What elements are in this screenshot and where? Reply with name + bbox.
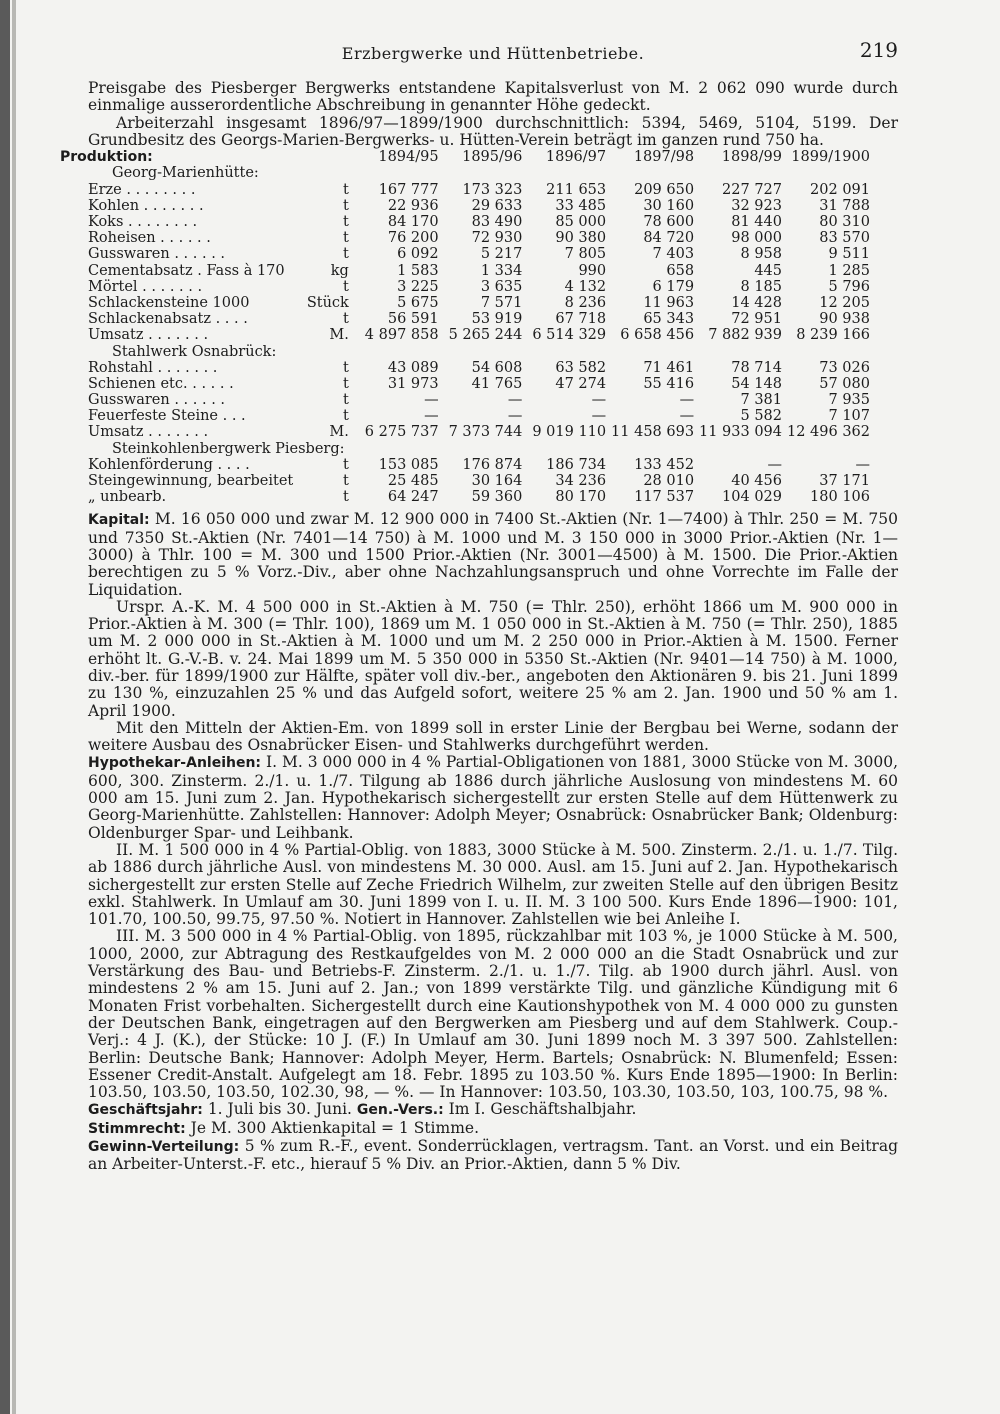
production-value: 84 720 xyxy=(643,230,695,247)
production-value: 80 310 xyxy=(819,214,870,231)
production-value: 186 734 xyxy=(546,456,607,473)
hypothek-text-2: II. M. 1 500 000 in 4 % Partial-Oblig. von 1883, 3000 Stücke à M. 500. Zinsterm. 2./1. u. 1./7. Tilg. ab 1886 durch jährliche Ausl. von mindestens M. 30 000. Ausl. am 15. Juni auf 2. Jan. Hypothekarisch sichergestellt zur ersten Stelle auf Zeche Friedrich Wilhelm, zur zweiten Stelle auf den übrigen Besitz exkl. Stahlwerk. In Umlauf am 30. Juni 1899 von I. u. II. M. 3 100 500. Kurs Ende 1896—1900: 101, 101.70, 100.50, 99.75, 97.50 %. Notiert in Hannover. Zahlstellen wie bei Anleihe I. xyxy=(88,840,898,929)
production-value: 209 650 xyxy=(634,181,695,198)
production-row xyxy=(60,360,870,376)
production-row xyxy=(60,424,870,440)
production-row xyxy=(60,230,870,246)
production-value: 117 537 xyxy=(634,489,695,506)
production-value: 14 428 xyxy=(731,294,782,311)
production-item-unit: kg xyxy=(330,262,349,279)
geschaeftsjahr-line xyxy=(88,1101,898,1119)
document-page xyxy=(60,38,898,1174)
production-value: 72 951 xyxy=(731,311,782,328)
intro-paragraph: Preisgabe des Piesberger Bergwerks entstandene Kapitalsverlust von M. 2 062 090 wurde durch einmalige ausserordentliche Abschreibung in genannter Höhe gedeckt. xyxy=(88,79,898,115)
production-value: 25 485 xyxy=(387,473,439,490)
production-value: 1 583 xyxy=(397,262,439,279)
production-item-label: „ unbearb. xyxy=(88,489,167,506)
production-value: 133 452 xyxy=(634,456,695,473)
kapital-label: Kapital: xyxy=(88,512,150,529)
production-value: 445 xyxy=(754,262,782,279)
stimmrecht-text: Je M. 300 Aktienkapital = 1 Stimme. xyxy=(190,1118,480,1137)
production-item-label: Steingewinnung, bearbeitet xyxy=(88,473,294,490)
production-row xyxy=(60,473,870,489)
book-binding-shadow xyxy=(0,0,10,1414)
geschaeftsjahr-label: Geschäftsjahr: xyxy=(88,1102,203,1119)
production-value: 71 461 xyxy=(643,359,695,376)
production-group-row xyxy=(60,441,870,457)
production-value: 81 440 xyxy=(731,214,782,231)
running-head-title: Erzbergwerke und Hüttenbetriebe. xyxy=(341,44,645,63)
production-value: 90 938 xyxy=(819,311,870,328)
production-item-unit: t xyxy=(343,230,349,247)
production-value: 54 148 xyxy=(731,375,782,392)
production-value: 84 170 xyxy=(387,214,439,231)
production-value: 57 080 xyxy=(819,375,870,392)
production-value: 40 456 xyxy=(731,473,782,490)
production-item-unit: t xyxy=(343,408,349,425)
production-value: 78 600 xyxy=(643,214,695,231)
hypothek-text-1: I. M. 3 000 000 in 4 % Partial-Obligationen von 1881, 3000 Stücke von M. 3000, 600, 300. Zinsterm. 2./1. u. 1./7. Tilgung ab 1886 durch jährliche Auslosung von mindestens M. 60 000 am 15. Juni zum 2. Jan. Hypothekarisch sichergestellt zur ersten Stelle auf dem Hüttenwerk zu Georg-Marienhütte. Zahlstellen: Hannover: Adolph Meyer; Osnabrück: Osnabrücker Bank; Oldenburg: Oldenburger Spar- und Leihbank. xyxy=(88,753,898,842)
production-value: 28 010 xyxy=(643,473,695,490)
production-item-unit: t xyxy=(343,214,349,231)
production-value: 11 458 693 xyxy=(611,424,695,441)
production-value: 11 933 094 xyxy=(698,424,782,441)
production-value: 6 275 737 xyxy=(364,424,439,441)
production-item-label: Rohstahl . . . . . . . xyxy=(88,359,218,376)
production-group-name: Steinkohlenbergwerk Piesberg: xyxy=(112,440,345,457)
production-label: Produktion: xyxy=(60,149,153,166)
production-row xyxy=(60,327,870,343)
production-item-unit: t xyxy=(343,489,349,506)
geschaeftsjahr-text: 1. Juli bis 30. Juni. xyxy=(207,1100,352,1119)
page-edge xyxy=(12,0,16,1414)
production-group-row xyxy=(60,343,870,359)
year-header: 1895/96 xyxy=(462,149,523,166)
production-value: 72 930 xyxy=(471,230,523,247)
production-value: 6 658 456 xyxy=(620,327,695,344)
running-head xyxy=(88,38,898,80)
production-value: 180 106 xyxy=(810,489,870,506)
production-value: 9 511 xyxy=(828,246,870,263)
stimmrecht-label: Stimmrecht: xyxy=(88,1120,186,1137)
production-value: — xyxy=(591,408,607,425)
production-item-unit: M. xyxy=(329,327,349,344)
production-value: 202 091 xyxy=(810,181,870,198)
production-value: 173 323 xyxy=(462,181,523,198)
production-value: 176 874 xyxy=(462,456,523,473)
production-value: 3 635 xyxy=(480,278,523,295)
production-item-unit: t xyxy=(343,392,349,409)
production-row xyxy=(60,214,870,230)
production-item-label: Schienen etc. . . . . . xyxy=(88,375,234,392)
production-value: 53 919 xyxy=(471,311,523,328)
production-value: 5 217 xyxy=(480,246,523,263)
production-value: — xyxy=(507,392,523,409)
production-row xyxy=(60,182,870,198)
production-row xyxy=(60,198,870,214)
gewinn-label: Gewinn-Verteilung: xyxy=(88,1139,240,1155)
production-item-label: Umsatz . . . . . . . xyxy=(88,327,209,344)
production-value: 7 403 xyxy=(652,246,695,263)
production-value: 41 765 xyxy=(471,375,523,392)
production-item-label: Erze . . . . . . . . xyxy=(88,181,196,198)
production-value: 83 570 xyxy=(819,230,870,247)
production-item-unit: t xyxy=(343,246,349,263)
year-header: 1899/1900 xyxy=(791,149,870,166)
production-value: 12 496 362 xyxy=(786,424,870,441)
production-value: — xyxy=(679,408,695,425)
production-value: 12 205 xyxy=(819,294,870,311)
production-value: — xyxy=(424,408,439,425)
production-value: — xyxy=(767,456,782,473)
production-item-label: Gusswaren . . . . . . xyxy=(88,246,226,263)
production-value: — xyxy=(507,408,523,425)
production-value: 9 019 110 xyxy=(532,424,607,441)
production-value: 33 485 xyxy=(555,197,607,214)
production-value: 4 132 xyxy=(564,278,607,295)
production-value: 43 089 xyxy=(387,359,439,376)
production-item-label: Kohlenförderung . . . . xyxy=(88,456,250,473)
kapital-history: Urspr. A.-K. M. 4 500 000 in St.-Aktien à M. 750 (= Thlr. 250), erhöht 1866 um M. 900 000 in Prior.-Aktien à M. 300 (= Thlr. 100), 1869 um M. 1 050 000 in St.-Aktien à M. 750 (= Thlr. 250), 1885 um M. 2 000 000 in St.-Aktien à M. 1000 und um M. 2 250 000 in Prior.-Aktien à M. 1500. Ferner erhöht lt. G.-V.-B. v. 24. Mai 1899 um M. 5 350 000 in 5350 St.-Aktien (Nr. 9401—14 750) à M. 1000, div.-ber. für 1899/1900 zur Hälfte, später voll div.-ber., angeboten den Aktionären 9. bis 21. Juni 1899 zu 130 %, einzuzahlen 25 % und das Aufgeld sofort, weitere 25 % am 2. Jan. 1900 und 50 % am 1. April 1900. xyxy=(88,597,898,720)
production-value: 47 274 xyxy=(555,375,607,392)
production-item-label: Umsatz . . . . . . . xyxy=(88,424,209,441)
gewinn-text: 5 % zum R.-F., event. Sonderrücklagen, vertragsm. Tant. an Vorst. und ein Beitrag an Arbeiter-Unterst.-F. etc., hierauf 5 % Div. an Prior.-Aktien, dann 5 % Div. xyxy=(88,1137,898,1174)
production-value: 29 633 xyxy=(471,197,523,214)
production-item-label: Schlackenabsatz . . . . xyxy=(88,311,248,328)
production-value: 80 170 xyxy=(555,489,607,506)
year-header: 1896/97 xyxy=(545,149,607,166)
production-row xyxy=(60,263,870,279)
production-value: 6 514 329 xyxy=(532,327,607,344)
production-value: 1 334 xyxy=(480,262,523,279)
production-value: 7 935 xyxy=(828,392,870,409)
production-item-label: Koks . . . . . . . . xyxy=(88,214,198,231)
production-row xyxy=(60,489,870,505)
production-value: 31 788 xyxy=(819,197,870,214)
hypothek-text-3: III. M. 3 500 000 in 4 % Partial-Oblig. von 1895, rückzahlbar mit 103 %, je 1000 Stücke à M. 500, 1000, 2000, zur Abtragung des Restkaufgeldes von M. 2 000 000 an die Stadt Osnabrück und zur Verstärkung des Bau- und Betriebs-F. Zinsterm. 2./1. u. 1./7. Tilg. ab 1900 durch jährl. Ausl. von mindestens 2 % am 15. Juni auf 2. Jan.; von 1899 verstärkte Tilg. und gänzliche Kündigung mit 6 Monaten Frist vorbehalten. Sichergestellt durch eine Kautionshypothek von M. 4 000 000 zu gunsten der Deutschen Bank, eingetragen auf den Bergwerken am Piesberg und auf dem Stahlwerk. Coup.-Verj.: 4 J. (K.), der Stücke: 10 J. (F.) In Umlauf am 30. Juni 1899 noch M. 3 397 500. Zahlstellen: Berlin: Deutsche Bank; Hannover: Adolph Meyer, Herm. Bartels; Osnabrück: N. Blumenfeld; Essen: Essener Credit-Anstalt. Aufgelegt am 18. Febr. 1895 zu 103.50 %. Kurs Ende 1895—1900: In Berlin: 103.50, 103.50, 103.50, 102.30, 98, — %. — In Hannover: 103.50, 103.30, 103.50, 103, 100.75, 98 %. xyxy=(88,927,898,1102)
production-value: 76 200 xyxy=(387,230,439,247)
production-value: 11 963 xyxy=(643,294,695,311)
production-row xyxy=(60,279,870,295)
production-value: 7 107 xyxy=(828,408,870,425)
year-header: 1897/98 xyxy=(633,149,695,166)
production-item-label: Feuerfeste Steine . . . xyxy=(88,408,246,425)
production-row xyxy=(60,457,870,473)
production-item-unit: t xyxy=(343,456,349,473)
production-value: 7 882 939 xyxy=(708,327,782,344)
hypothek-label: Hypothekar-Anleihen: xyxy=(88,755,262,772)
gewinn-line xyxy=(88,1138,898,1174)
production-value: 227 727 xyxy=(722,181,782,198)
production-value: 90 380 xyxy=(555,230,607,247)
production-value: — xyxy=(855,456,870,473)
kapital-purpose: Mit den Mitteln der Aktien-Em. von 1899 soll in erster Linie der Bergbau bei Werne, sodann der weitere Ausbau des Osnabrücker Eisen- und Stahlwerks durchgeführt werden. xyxy=(88,718,898,755)
production-value: — xyxy=(424,392,439,409)
production-value: 56 591 xyxy=(387,311,439,328)
production-table xyxy=(60,149,870,505)
kapital-paragraph xyxy=(88,511,898,598)
production-value: 7 373 744 xyxy=(448,424,523,441)
stimmrecht-line xyxy=(88,1120,898,1138)
production-value: 67 718 xyxy=(555,311,607,328)
production-value: 78 714 xyxy=(731,359,782,376)
production-value: 31 973 xyxy=(387,375,439,392)
production-value: 30 164 xyxy=(471,473,523,490)
production-value: 7 381 xyxy=(740,392,782,409)
production-value: 5 265 244 xyxy=(448,327,523,344)
production-item-unit: t xyxy=(343,197,349,214)
gen-vers-text: Im I. Geschäftshalbjahr. xyxy=(448,1100,637,1119)
workforce-paragraph: Arbeiterzahl insgesamt 1896/97—1899/1900 durchschnittlich: 5394, 5469, 5104, 5199. Der Grundbesitz des Georgs-Marien-Bergwerks- u. Hütten-Verein beträgt im ganzen rund 750 ha. xyxy=(88,113,898,149)
production-value: 8 958 xyxy=(740,246,782,263)
production-value: 5 675 xyxy=(397,294,439,311)
production-item-label: Cementabsatz . Fass à 170 xyxy=(88,262,285,279)
production-row xyxy=(60,246,870,262)
production-value: 59 360 xyxy=(471,489,523,506)
year-header: 1898/99 xyxy=(721,149,782,166)
production-value: 4 897 858 xyxy=(364,327,439,344)
kapital-text: M. 16 050 000 und zwar M. 12 900 000 in 7400 St.-Aktien (Nr. 1—7400) à Thlr. 250 = M. 750 und 7350 St.-Aktien (Nr. 7401—14 750) à M. 1000 und M. 3 150 000 in 3000 Prior.-Aktien (Nr. 1—3000) à Thlr. 100 = M. 300 und 1500 Prior.-Aktien (Nr. 3001—4500) à M. 1500. Die Prior.-Aktien berechtigen zu 5 % Vorz.-Div., aber ohne Nachzahlungsanspruch und ohne Vorrechte im Falle der Liquidation. xyxy=(88,510,898,599)
production-row xyxy=(60,311,870,327)
production-item-label: Kohlen . . . . . . . xyxy=(88,197,204,214)
production-value: — xyxy=(679,392,695,409)
production-value: — xyxy=(591,392,607,409)
production-item-unit: Stück xyxy=(306,294,349,311)
production-value: 5 796 xyxy=(828,278,870,295)
production-value: 22 936 xyxy=(387,197,439,214)
production-value: 54 608 xyxy=(471,359,523,376)
unit-header xyxy=(307,149,355,165)
production-value: 211 653 xyxy=(546,181,607,198)
production-header-row xyxy=(60,149,870,165)
production-item-unit: t xyxy=(343,359,349,376)
production-value: 83 490 xyxy=(471,214,523,231)
production-item-unit: t xyxy=(343,278,349,295)
production-group-name: Stahlwerk Osnabrück: xyxy=(112,343,277,360)
production-item-unit: t xyxy=(343,311,349,328)
production-value: 37 171 xyxy=(819,473,870,490)
production-item-label: Schlackensteine 1000 xyxy=(88,294,250,311)
production-group-row xyxy=(60,165,870,181)
production-value: 658 xyxy=(666,262,695,279)
production-value: 153 085 xyxy=(378,456,439,473)
production-value: 6 179 xyxy=(652,278,695,295)
production-item-label: Roheisen . . . . . . xyxy=(88,230,211,247)
production-value: 7 571 xyxy=(480,294,523,311)
production-group-name: Georg-Marienhütte: xyxy=(112,165,259,182)
production-row xyxy=(60,392,870,408)
production-item-label: Mörtel . . . . . . . xyxy=(88,278,203,295)
production-value: 1 285 xyxy=(828,262,870,279)
gen-vers-label: Gen.-Vers.: xyxy=(356,1102,444,1119)
production-value: 30 160 xyxy=(643,197,695,214)
production-value: 8 185 xyxy=(740,278,782,295)
production-value: 34 236 xyxy=(555,473,607,490)
production-value: 7 805 xyxy=(564,246,607,263)
production-item-unit: t xyxy=(343,375,349,392)
production-value: 990 xyxy=(578,262,607,279)
production-value: 6 092 xyxy=(397,246,439,263)
production-value: 8 236 xyxy=(564,294,607,311)
production-row xyxy=(60,376,870,392)
production-item-unit: t xyxy=(343,181,349,198)
production-value: 98 000 xyxy=(731,230,782,247)
production-value: 5 582 xyxy=(740,408,782,425)
production-row xyxy=(60,408,870,424)
production-value: 85 000 xyxy=(555,214,607,231)
production-value: 8 239 166 xyxy=(796,327,870,344)
production-value: 3 225 xyxy=(397,278,439,295)
production-value: 55 416 xyxy=(643,375,695,392)
production-value: 65 343 xyxy=(643,311,695,328)
production-value: 63 582 xyxy=(555,359,607,376)
production-value: 64 247 xyxy=(387,489,439,506)
production-value: 73 026 xyxy=(819,359,870,376)
hypothek-paragraph xyxy=(88,754,898,841)
year-header: 1894/95 xyxy=(378,149,439,166)
production-row xyxy=(60,295,870,311)
production-item-unit: t xyxy=(343,473,349,490)
production-value: 32 923 xyxy=(731,197,782,214)
production-value: 167 777 xyxy=(378,181,439,198)
production-item-unit: M. xyxy=(329,424,349,441)
page-number: 219 xyxy=(859,38,898,62)
production-value: 104 029 xyxy=(722,489,782,506)
production-item-label: Gusswaren . . . . . . xyxy=(88,392,226,409)
